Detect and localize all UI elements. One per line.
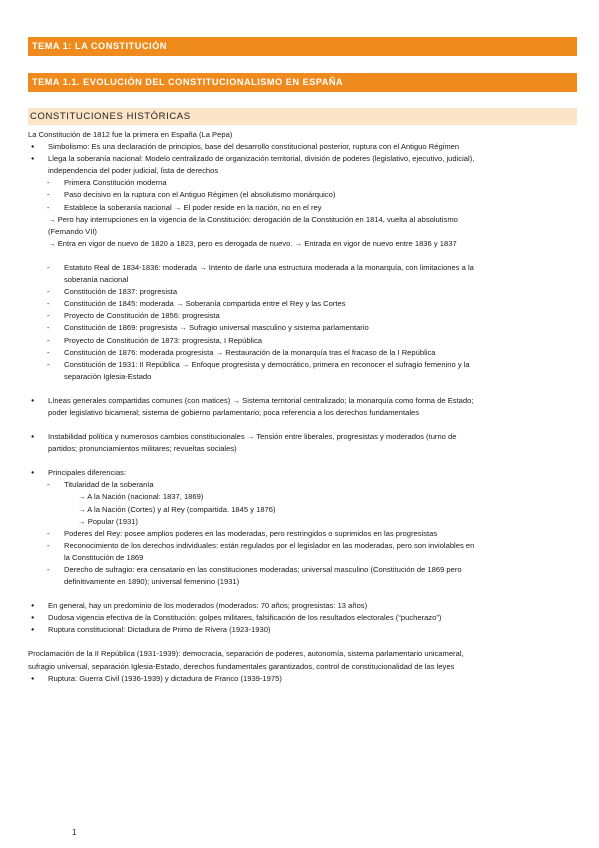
dash-continuation: soberanía nacional xyxy=(64,275,129,285)
dash-item: - Titularidad de la soberanía xyxy=(28,479,577,491)
bullet-item: ● Ruptura constitucional: Dictadura de Primo de Rivera (1923-1930) xyxy=(28,624,577,636)
intro-line: La Constitución de 1812 fue la primera en España (La Pepa) xyxy=(28,130,233,139)
bullet-item: ● Dudosa vigencia efectiva de la Constitución: golpes militares, falsificación de los resultados electorales (“pucherazo”) xyxy=(28,612,577,624)
dash-item: - Establece la soberanía nacional → El poder reside en la nación, no en el rey xyxy=(28,202,577,214)
dash-continuation: separación Iglesia-Estado xyxy=(64,371,152,381)
arrow-line: → Entra en vigor de nuevo de 1820 a 1823, pero es derogada de nuevo. → Entrada en vigor de nuevo entre 1836 y 1837 xyxy=(48,238,457,248)
dash-item: - Estatuto Real de 1834-1836: moderada → Intento de darle una estructura moderada a la monarquía, con limitaciones a la xyxy=(28,262,577,274)
dash-item: - Constitución de 1845: moderada → Soberanía compartida entre el Rey y las Cortes xyxy=(28,298,577,310)
bullet-item: ● Instabilidad política y numerosos cambios constitucionales → Tensión entre liberales, progresistas y moderados (turno de xyxy=(28,431,577,443)
page-number: 1 xyxy=(72,828,77,837)
dash-item: - Poderes del Rey: posee amplios poderes en las moderadas, pero restringidos o suprimidos en las progresistas xyxy=(28,528,577,540)
paragraph-line: sufragio universal, separación Iglesia-Estado, derechos fundamentales garantizados, control de constitucionalidad de las leyes xyxy=(28,661,455,671)
arrow-line: → Pero hay interrupciones en la vigencia de la Constitución: derogación de la Constitución en 1814, vuelta al absolutismo xyxy=(48,214,458,224)
dash-item: - Proyecto de Constitución de 1873: progresista, I República xyxy=(28,335,577,347)
bullet-item: ● Líneas generales compartidas comunes (con matices) → Sistema territorial centralizado; la monarquía como forma de Estado; xyxy=(28,395,577,407)
arrow-subitem: → Popular (1931) xyxy=(78,516,138,526)
arrow-continuation: (Fernando VII) xyxy=(48,226,97,236)
bullet-item: ● Llega la soberanía nacional: Modelo centralizado de organización territorial, división de poderes (legislativo, ejecutivo, judicial), xyxy=(28,153,577,165)
tema-heading: TEMA 1: LA CONSTITUCIÓN xyxy=(28,37,577,56)
subtema-heading: TEMA 1.1. EVOLUCIÓN DEL CONSTITUCIONALISMO EN ESPAÑA xyxy=(28,73,577,92)
dash-item: - Constitución de 1931: II República → Enfoque progresista y democrático, primera en reconocer el sufragio femenino y la xyxy=(28,359,577,371)
dash-item: - Constitución de 1876: moderada progresista → Restauración de la monarquía tras el fracaso de la I República xyxy=(28,347,577,359)
arrow-subitem: → A la Nación (nacional: 1837, 1869) xyxy=(78,492,204,502)
dash-item: - Constitución de 1869: progresista → Sufragio universal masculino y sistema parlamentario xyxy=(28,322,577,334)
document-body xyxy=(28,129,577,685)
dash-item: - Derecho de sufragio: era censatario en las constituciones moderadas; universal masculino (Constitución de 1869 pero xyxy=(28,564,577,576)
bullet-item: ● Simbolismo: Es una declaración de principios, base del desarrollo constitucional posterior, ruptura con el Antiguo Régimen xyxy=(28,141,577,153)
dash-item: - Reconocimiento de los derechos individuales: están regulados por el legislador en las moderadas, pero son inviolables en xyxy=(28,540,577,552)
dash-item: - Paso decisivo en la ruptura con el Antiguo Régimen (el absolutismo monárquico) xyxy=(28,189,577,201)
paragraph-line: Proclamación de la II República (1931-1939): democracia, separación de poderes, autonomía, sistema parlamentario unicameral, xyxy=(28,649,464,659)
dash-continuation: la Constitución de 1869 xyxy=(64,552,144,562)
bullet-item: ● Principales diferencias: xyxy=(28,467,577,479)
bullet-item: ● En general, hay un predominio de los moderados (moderados: 70 años; progresistas: 13 años) xyxy=(28,600,577,612)
bullet-item: ● Ruptura: Guerra Civil (1936-1939) y dictadura de Franco (1939-1975) xyxy=(28,673,577,685)
dash-continuation: definitivamente en 1890); universal femenino (1931) xyxy=(64,577,240,587)
arrow-subitem: → A la Nación (Cortes) y al Rey (compartida. 1845 y 1876) xyxy=(78,504,276,514)
dash-item: - Constitución de 1837: progresista xyxy=(28,286,577,298)
dash-item: - Primera Constitución moderna xyxy=(28,177,577,189)
bullet-continuation: poder legislativo bicameral; sistema de gobierno parlamentario; poca referencia a los derechos fundamentales xyxy=(48,407,420,417)
section-heading: CONSTITUCIONES HISTÓRICAS xyxy=(28,108,577,125)
dash-item: - Proyecto de Constitución de 1856: progresista xyxy=(28,310,577,322)
bullet-continuation: partidos; pronunciamientos militares; revueltas sociales) xyxy=(48,444,237,454)
bullet-continuation: independencia del poder judicial, lista de derechos xyxy=(48,166,219,176)
